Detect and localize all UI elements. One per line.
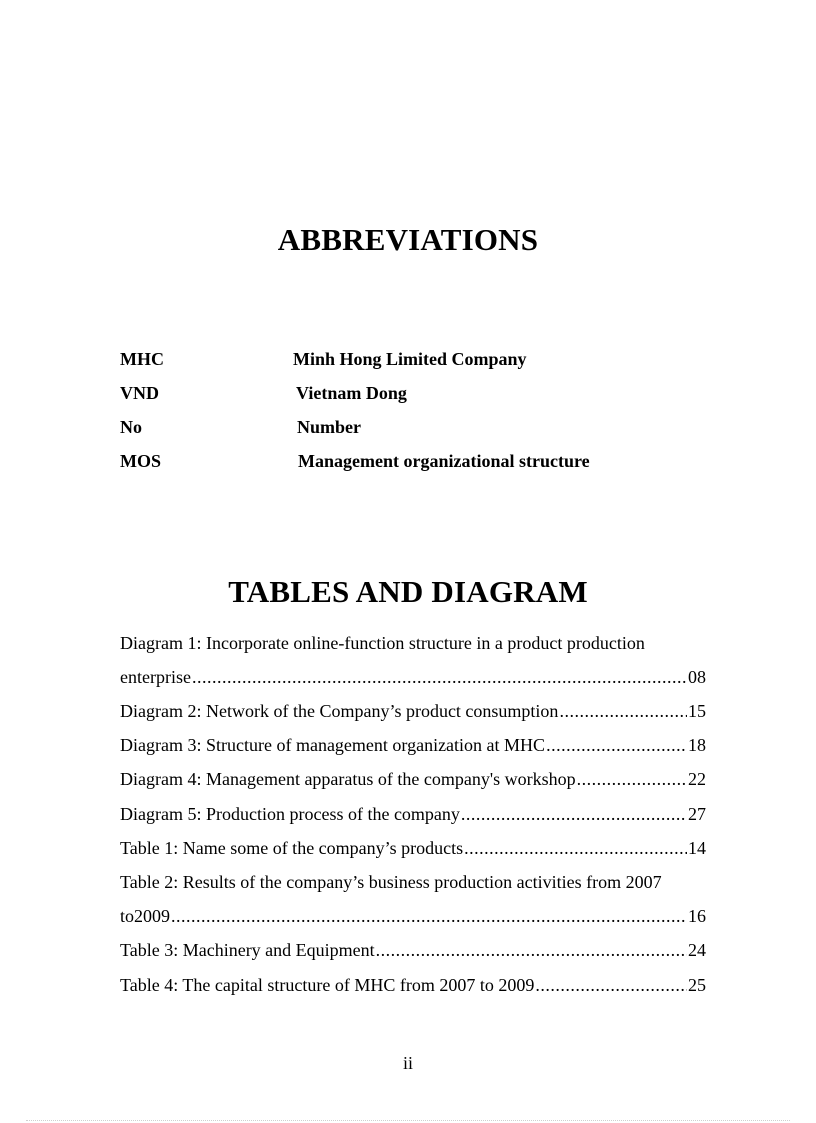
toc-entry-first-line: Table 2: Results of the company’s business production activities from 2007 bbox=[120, 872, 662, 892]
toc-entry-label: Diagram 4: Management apparatus of the company's workshop bbox=[120, 769, 576, 789]
toc-page-number: 22 bbox=[688, 769, 706, 789]
dot-leader bbox=[376, 939, 687, 961]
toc-entry-first-line: Diagram 1: Incorporate online-function structure in a product production bbox=[120, 633, 645, 653]
toc-entry-label: Table 3: Machinery and Equipment bbox=[120, 940, 375, 960]
page-bottom-divider bbox=[26, 1120, 790, 1121]
toc-page-number: 14 bbox=[688, 838, 706, 858]
abbreviation-code: VND bbox=[120, 383, 159, 403]
toc-page-number: 27 bbox=[688, 804, 706, 824]
toc-entry-label: Table 4: The capital structure of MHC from 2007 to 2009 bbox=[120, 975, 535, 995]
toc-entry bbox=[120, 700, 706, 722]
toc-entry bbox=[120, 939, 706, 961]
abbreviation-description: Management organizational structure bbox=[298, 451, 590, 471]
toc-entry bbox=[120, 666, 706, 688]
toc-entry-label: to2009 bbox=[120, 906, 171, 926]
dot-leader bbox=[559, 700, 687, 722]
toc-entry-label: Diagram 2: Network of the Company’s product consumption bbox=[120, 701, 559, 721]
toc-entry bbox=[120, 734, 706, 756]
toc-page-number: 24 bbox=[688, 940, 706, 960]
dot-leader bbox=[535, 974, 687, 996]
toc-page-number: 08 bbox=[688, 667, 706, 687]
toc-page-number: 16 bbox=[688, 906, 706, 926]
toc-entry bbox=[120, 803, 706, 825]
toc-entry bbox=[120, 768, 706, 790]
toc-page-number: 25 bbox=[688, 975, 706, 995]
page-number: ii bbox=[402, 1053, 413, 1073]
toc-page-number: 18 bbox=[688, 735, 706, 755]
abbreviation-description: Number bbox=[297, 417, 361, 437]
abbreviation-description: Minh Hong Limited Company bbox=[293, 349, 527, 369]
toc-entry bbox=[120, 974, 706, 996]
dot-leader bbox=[577, 768, 687, 790]
abbreviation-code: No bbox=[120, 417, 142, 437]
dot-leader bbox=[461, 803, 687, 825]
toc-entry-label: Diagram 5: Production process of the company bbox=[120, 804, 460, 824]
toc-entry-label: Diagram 3: Structure of management organization at MHC bbox=[120, 735, 546, 755]
abbreviation-description: Vietnam Dong bbox=[296, 383, 407, 403]
dot-leader bbox=[171, 905, 687, 927]
dot-leader bbox=[546, 734, 687, 756]
toc-page-number: 15 bbox=[688, 701, 706, 721]
abbreviation-code: MOS bbox=[120, 451, 162, 471]
dot-leader bbox=[192, 666, 687, 688]
toc-entry bbox=[120, 905, 706, 927]
toc-entry bbox=[120, 837, 706, 859]
tables-and-diagram-title: TABLES AND DIAGRAM bbox=[228, 574, 588, 609]
abbreviation-code: MHC bbox=[120, 349, 164, 369]
abbreviations-title: ABBREVIATIONS bbox=[277, 222, 539, 257]
toc-entry-label: Table 1: Name some of the company’s products bbox=[120, 838, 464, 858]
toc-entry-label: enterprise bbox=[120, 667, 191, 687]
dot-leader bbox=[464, 837, 687, 859]
